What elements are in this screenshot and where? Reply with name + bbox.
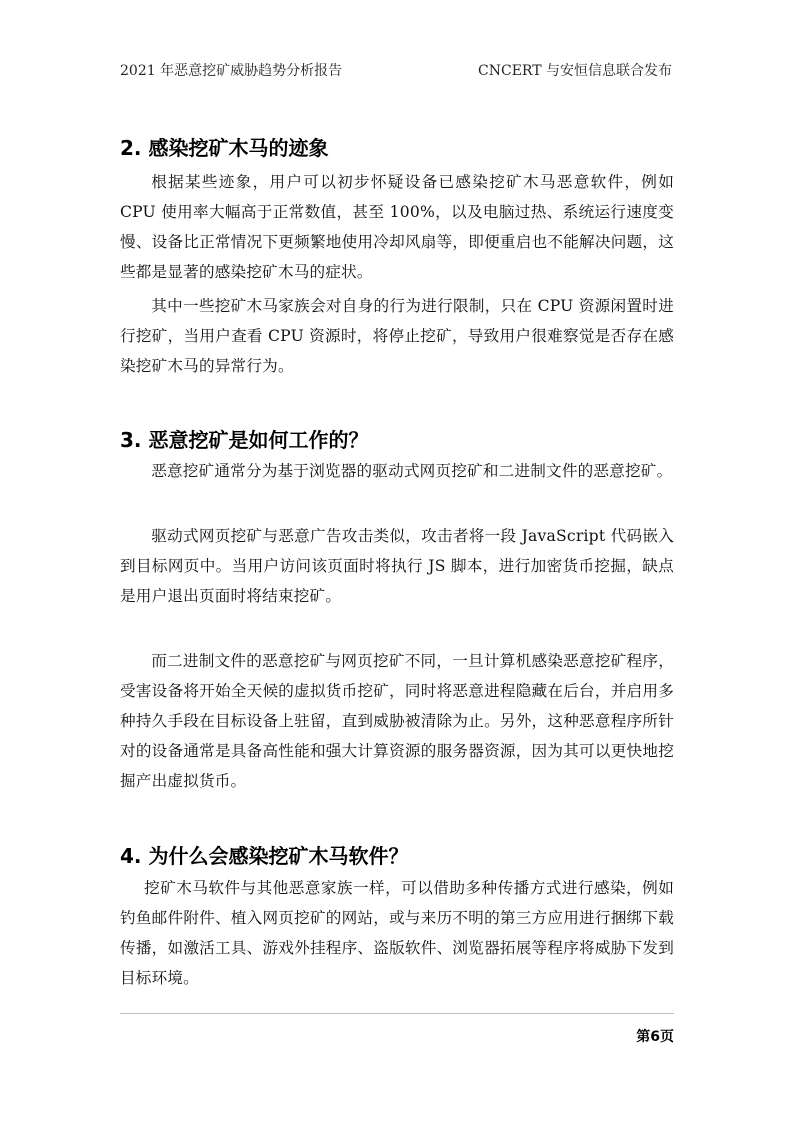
page-number: 第6页: [636, 1029, 674, 1045]
section-4-paragraph-1: 挖矿木马软件与其他恶意家族一样，可以借助多种传播方式进行感染，例如钓鱼邮件附件、植入网页挖矿的网站，或与来历不明的第三方应用进行捆绑下载传播，如激活工具、游戏外挂程序、盗版软件、浏览器拓展等程序将威胁下发到目标环境。: [120, 879, 674, 987]
section-3-heading: 3. 恶意挖矿是如何工作的？: [120, 428, 369, 452]
section-2-paragraph-1: 根据某些迹象，用户可以初步怀疑设备已感染挖矿木马恶意软件，例如 CPU 使用率大幅高于正常数值，甚至 100%，以及电脑过热、系统运行速度变慢、设备比正常情况下更频繁地使用冷却风扇等，即便重启也不能解决问题，这些都是显著的感染挖矿木马的症状。: [120, 173, 674, 281]
header-publisher: CNCERT 与安恒信息联合发布: [478, 63, 672, 79]
section-3-paragraph-3: 而二进制文件的恶意挖矿与网页挖矿不同，一旦计算机感染恶意挖矿程序，受害设备将开始全天候的虚拟货币挖矿，同时将恶意进程隐藏在后台，并启用多种持久手段在目标设备上驻留，直到威胁被清除为止。另外，这种恶意程序所针对的设备通常是具备高性能和强大计算资源的服务器资源，因为其可以更快地挖掘产出虚拟货币。: [120, 652, 674, 790]
section-3-paragraph-1: 恶意挖矿通常分为基于浏览器的驱动式网页挖矿和二进制文件的恶意挖矿。: [151, 462, 673, 480]
section-4-heading: 4. 为什么会感染挖矿木马软件？: [120, 844, 409, 868]
header-report-title: 2021 年恶意挖矿威胁趋势分析报告: [120, 63, 343, 79]
section-2-paragraph-2: 其中一些挖矿木马家族会对自身的行为进行限制，只在 CPU 资源闲置时进行挖矿，当用户查看 CPU 资源时，将停止挖矿，导致用户很难察觉是否存在感染挖矿木马的异常行为。: [120, 297, 674, 375]
running-header: [120, 60, 672, 80]
section-3-paragraph-2: 驱动式网页挖矿与恶意广告攻击类似，攻击者将一段 JavaScript 代码嵌入到目标网页中。当用户访问该页面时将执行 JS 脚本，进行加密货币挖掘，缺点是用户退出页面时将结束挖矿。: [120, 527, 674, 605]
footer-divider: [120, 1013, 674, 1014]
section-2-heading: 2. 感染挖矿木马的迹象: [120, 136, 329, 160]
